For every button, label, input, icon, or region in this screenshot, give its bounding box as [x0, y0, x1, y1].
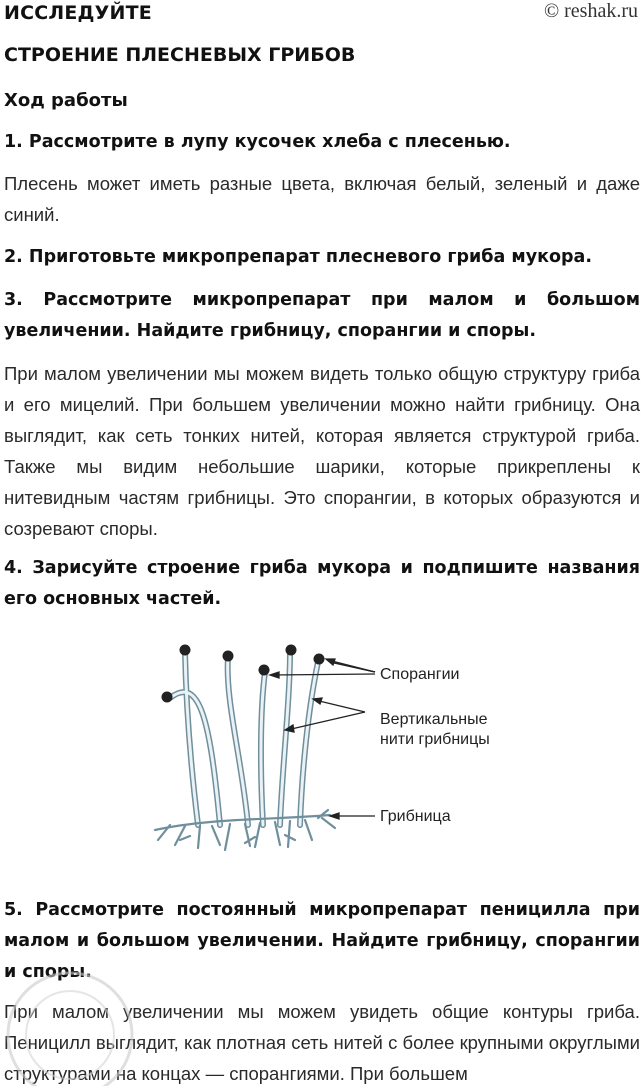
label-sporangia: Спорангии: [380, 666, 460, 683]
label-mycelium: Грибница: [380, 808, 451, 825]
sporangium-5: [286, 645, 297, 656]
sporangium-3: [223, 651, 234, 662]
hypha-6: [300, 662, 318, 825]
sporangium-4: [259, 665, 270, 676]
sporangium-6: [314, 654, 325, 665]
label-hyphae-line1: Вертикальные: [380, 711, 488, 728]
mucor-figure: [150, 640, 510, 860]
page-title: ИССЛЕДУЙТЕ: [4, 2, 152, 24]
task-3-answer: При малом увеличении мы можем видеть только общую структуру гриба и его мицелий. При большем увеличении можно найти грибницу. Она выглядит, как сеть тонких нитей, которая является структурой гриба. Также мы видим небольшие шарики, которые прикреплены к нитевидным частям грибницы. Это спорангии, в которых образуются и созревают споры.: [4, 363, 640, 539]
progress-heading: Ход работы: [4, 90, 128, 111]
task-1-answer: Плесень может иметь разные цвета, включая белый, зеленый и даже синий.: [4, 173, 640, 225]
task-1-question: 1. Рассмотрите в лупу кусочек хлеба с плесенью.: [4, 132, 511, 152]
page-subtitle: СТРОЕНИЕ ПЛЕСНЕВЫХ ГРИБОВ: [4, 44, 356, 66]
task-4-question: 4. Зарисуйте строение гриба мукора и подпишите названия его основных частей.: [4, 558, 640, 609]
task-3-question: 3. Рассмотрите микропрепарат при малом и большом увеличении. Найдите грибницу, спорангии и споры.: [4, 290, 640, 341]
sporangium-1: [180, 645, 191, 656]
sporangium-2: [162, 692, 173, 703]
task-5-answer: При малом увеличении мы можем увидеть общие контуры гриба. Пеницилл выглядит, как плотная сеть нитей с более крупными округлыми структурами на концах — спорангиями. При большем: [4, 1001, 640, 1084]
label-hyphae-line2: нити грибницы: [380, 731, 490, 748]
task-5-question: 5. Рассмотрите постоянный микропрепарат пеницилла при малом и большом увеличении. Найдите грибницу, спорангии и споры.: [4, 900, 640, 982]
task-2-question: 2. Приготовьте микропрепарат плесневого гриба мукора.: [4, 247, 592, 267]
site-watermark: © reshak.ru: [543, 0, 638, 22]
